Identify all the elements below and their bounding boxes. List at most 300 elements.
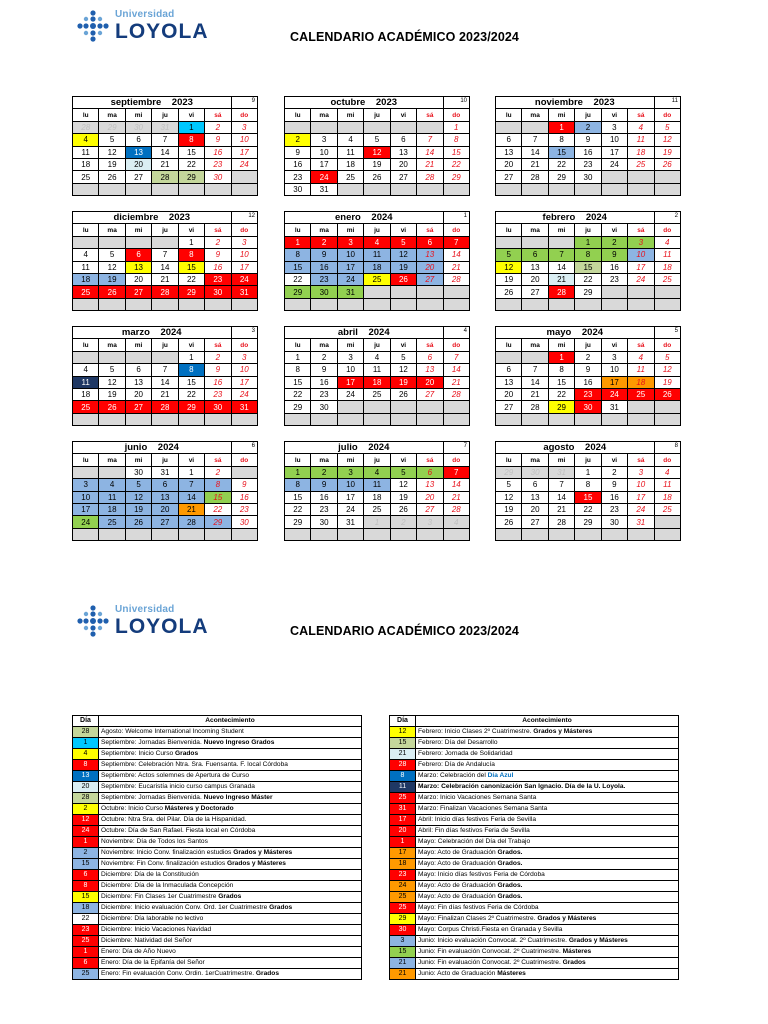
calendar-day: 16 <box>575 146 601 158</box>
calendar-day: 17 <box>231 146 257 158</box>
calendar-day: 3 <box>311 134 337 146</box>
weekday-label: vi <box>178 339 204 351</box>
calendar-day: 9 <box>601 249 627 261</box>
calendar-day: 5 <box>390 236 416 248</box>
calendar-day: 4 <box>337 134 363 146</box>
calendar-day: 24 <box>628 273 654 285</box>
weekday-label: sá <box>205 224 231 236</box>
calendar-day: 16 <box>311 491 337 503</box>
weekday-label: vi <box>601 224 627 236</box>
month-number: 8 <box>654 442 680 454</box>
calendar-day <box>178 528 204 540</box>
weekday-label: ju <box>575 454 601 466</box>
calendar-day: 22 <box>443 158 469 170</box>
calendar-day <box>73 351 99 363</box>
calendar-day <box>99 528 125 540</box>
calendar-day: 9 <box>311 249 337 261</box>
calendar-day: 20 <box>496 388 522 400</box>
calendar-day: 17 <box>337 491 363 503</box>
calendar-day: 8 <box>575 249 601 261</box>
weekday-label: lu <box>285 339 311 351</box>
calendar-day <box>443 298 469 310</box>
calendar-day: 26 <box>99 171 125 183</box>
weekday-label: vi <box>390 454 416 466</box>
event-description: Diciembre: Fin Clases 1er Cuatrimestre Grados <box>99 892 362 903</box>
calendar-day: 1 <box>548 121 574 133</box>
calendar-day: 14 <box>522 146 548 158</box>
calendar-day: 26 <box>496 286 522 298</box>
calendar-day: 20 <box>522 273 548 285</box>
month-number: 6 <box>231 442 257 454</box>
calendar-day: 23 <box>205 158 231 170</box>
calendar-day: 3 <box>337 466 363 478</box>
calendar-day: 5 <box>496 479 522 491</box>
calendar-day: 25 <box>628 158 654 170</box>
calendar-day: 19 <box>390 491 416 503</box>
calendar-day: 28 <box>443 273 469 285</box>
event-row <box>73 727 362 738</box>
event-description: Marzo: Celebración canonización San Ignacio. Día de la U. Loyola. <box>416 782 679 793</box>
month-marzo <box>72 326 258 426</box>
event-day: 28 <box>81 794 90 801</box>
event-day: 20 <box>81 783 90 790</box>
calendar-day: 9 <box>575 134 601 146</box>
calendar-day: 10 <box>231 249 257 261</box>
calendar-day: 24 <box>231 158 257 170</box>
weekday-label: vi <box>601 454 627 466</box>
weekday-label: sá <box>417 109 443 121</box>
calendar-day: 30 <box>205 401 231 413</box>
calendar-day: 13 <box>496 376 522 388</box>
event-description: Diciembre: Día de la Inmaculada Concepción <box>99 881 362 892</box>
event-description: Diciembre: Natividad del Señor <box>99 936 362 947</box>
calendar-day <box>548 528 574 540</box>
calendar-day: 3 <box>73 479 99 491</box>
calendar-day <box>364 413 390 425</box>
event-day: 18 <box>398 860 407 867</box>
calendar-day: 18 <box>364 491 390 503</box>
calendar-day <box>601 413 627 425</box>
calendar-day: 11 <box>364 249 390 261</box>
calendar-day: 12 <box>390 249 416 261</box>
event-row <box>73 760 362 771</box>
calendar-day: 28 <box>548 516 574 528</box>
calendar-day: 2 <box>205 121 231 133</box>
calendar-day: 19 <box>654 146 680 158</box>
calendar-day: 12 <box>496 261 522 273</box>
calendar-day <box>417 183 443 195</box>
page-title: CALENDARIO ACADÉMICO 2023/2024 <box>290 30 519 44</box>
calendar-day: 14 <box>548 491 574 503</box>
calendar-day <box>337 401 363 413</box>
weekday-label: sá <box>628 339 654 351</box>
event-day: 11 <box>398 783 407 790</box>
weekday-label: ju <box>364 454 390 466</box>
calendar-day <box>73 466 99 478</box>
calendar-day: 20 <box>125 388 151 400</box>
loyola-cross-icon <box>75 603 111 639</box>
event-row <box>390 870 679 881</box>
calendar-day <box>364 286 390 298</box>
calendar-day: 13 <box>125 146 151 158</box>
event-day: 31 <box>398 805 407 812</box>
calendar-day: 10 <box>311 146 337 158</box>
event-row <box>73 848 362 859</box>
calendar-day: 25 <box>654 273 680 285</box>
event-day: 30 <box>398 926 407 933</box>
calendar-day: 4 <box>73 134 99 146</box>
event-description: Mayo: Acto de Graduación Grados. <box>416 848 679 859</box>
event-description: Noviembre: Inicio Conv. finalización estudios Grados y Másteres <box>99 848 362 859</box>
calendar-day: 2 <box>601 236 627 248</box>
calendar-day: 20 <box>390 158 416 170</box>
weekday-label: sá <box>628 224 654 236</box>
calendar-day: 28 <box>522 401 548 413</box>
calendar-day <box>152 351 178 363</box>
calendar-day <box>99 183 125 195</box>
calendar-day <box>285 121 311 133</box>
event-row <box>390 749 679 760</box>
event-row <box>73 958 362 969</box>
column-header-event: Acontecimiento <box>99 716 362 727</box>
event-day: 12 <box>81 816 90 823</box>
event-description: Diciembre: Inicio Vacaciones Navidad <box>99 925 362 936</box>
calendar-day <box>152 413 178 425</box>
weekday-label: ma <box>99 339 125 351</box>
calendar-day <box>73 236 99 248</box>
calendar-day: 12 <box>99 261 125 273</box>
weekday-label: lu <box>496 109 522 121</box>
calendar-day <box>522 183 548 195</box>
calendar-day: 2 <box>575 121 601 133</box>
calendar-day: 11 <box>99 491 125 503</box>
calendar-day <box>654 298 680 310</box>
calendar-day: 15 <box>443 146 469 158</box>
calendar-day <box>205 298 231 310</box>
calendar-day <box>99 298 125 310</box>
calendar-day: 16 <box>205 376 231 388</box>
calendar-day: 14 <box>443 249 469 261</box>
weekday-label: ju <box>364 109 390 121</box>
calendar-day: 19 <box>99 158 125 170</box>
calendar-day: 5 <box>99 134 125 146</box>
event-day: 15 <box>398 948 407 955</box>
month-title: noviembre 2023 <box>496 97 655 109</box>
calendar-day <box>99 413 125 425</box>
calendar-day <box>364 121 390 133</box>
calendar-day: 12 <box>99 376 125 388</box>
weekday-label: mi <box>125 454 151 466</box>
calendar-day: 26 <box>654 158 680 170</box>
calendar-day: 6 <box>390 134 416 146</box>
calendar-day <box>390 528 416 540</box>
calendar-day: 4 <box>364 466 390 478</box>
calendar-day: 24 <box>337 273 363 285</box>
calendar-day: 29 <box>178 286 204 298</box>
calendar-day: 9 <box>285 146 311 158</box>
calendar-day <box>73 183 99 195</box>
calendar-day: 6 <box>125 249 151 261</box>
calendar-day <box>654 528 680 540</box>
calendar-day: 31 <box>337 286 363 298</box>
calendar-day: 15 <box>285 261 311 273</box>
weekday-label: ma <box>311 454 337 466</box>
weekday-label: lu <box>73 224 99 236</box>
calendar-day: 4 <box>99 479 125 491</box>
calendar-day: 12 <box>654 134 680 146</box>
events-table-left <box>72 715 362 980</box>
calendar-day <box>152 298 178 310</box>
calendar-day: 14 <box>548 261 574 273</box>
calendar-day: 10 <box>73 491 99 503</box>
calendar-day <box>628 401 654 413</box>
calendar-day: 20 <box>522 503 548 515</box>
calendar-day: 30 <box>125 121 151 133</box>
calendar-day: 27 <box>417 503 443 515</box>
calendar-day <box>628 183 654 195</box>
event-row <box>390 958 679 969</box>
calendar-day <box>496 413 522 425</box>
calendar-day: 27 <box>152 516 178 528</box>
event-description: Diciembre: Día laborable no lectivo <box>99 914 362 925</box>
calendar-day: 29 <box>178 401 204 413</box>
weekday-label: ma <box>522 339 548 351</box>
calendar-day: 21 <box>548 273 574 285</box>
month-title: octubre 2023 <box>285 97 444 109</box>
event-row <box>390 815 679 826</box>
calendar-day: 13 <box>496 146 522 158</box>
event-day: 2 <box>83 805 88 812</box>
calendar-day: 19 <box>390 261 416 273</box>
calendar-day: 29 <box>205 516 231 528</box>
event-description: Mayo: Fin días festivos Feria de Córdoba <box>416 903 679 914</box>
weekday-label: do <box>231 454 257 466</box>
event-day: 15 <box>81 860 90 867</box>
calendar-day: 18 <box>628 146 654 158</box>
calendar-day: 28 <box>548 286 574 298</box>
weekday-label: do <box>231 224 257 236</box>
calendar-day <box>654 413 680 425</box>
calendar-day <box>417 413 443 425</box>
event-description: Septiembre: Inicio Curso Grados <box>99 749 362 760</box>
calendar-day: 24 <box>601 388 627 400</box>
calendar-day: 25 <box>99 516 125 528</box>
calendar-day <box>285 298 311 310</box>
calendar-day <box>231 183 257 195</box>
calendar-day <box>443 286 469 298</box>
weekday-label: vi <box>601 339 627 351</box>
calendar-day: 2 <box>205 466 231 478</box>
calendar-day: 29 <box>443 171 469 183</box>
calendar-day: 4 <box>628 121 654 133</box>
calendar-day: 27 <box>125 401 151 413</box>
calendar-day: 1 <box>285 236 311 248</box>
calendar-day: 24 <box>628 503 654 515</box>
event-row <box>73 903 362 914</box>
weekday-label: vi <box>390 224 416 236</box>
calendar-day: 19 <box>364 158 390 170</box>
event-day: 15 <box>81 893 90 900</box>
calendar-day <box>628 286 654 298</box>
calendar-day: 21 <box>443 491 469 503</box>
month-number: 10 <box>443 97 469 109</box>
calendar-day <box>231 413 257 425</box>
calendar-day: 27 <box>125 286 151 298</box>
calendar-day <box>73 528 99 540</box>
calendar-day: 23 <box>285 171 311 183</box>
month-octubre <box>284 96 470 196</box>
calendar-day: 23 <box>205 388 231 400</box>
month-abril <box>284 326 470 426</box>
calendar-day: 14 <box>152 376 178 388</box>
calendar-day <box>125 351 151 363</box>
month-title: mayo 2024 <box>496 327 655 339</box>
calendar-day: 15 <box>178 376 204 388</box>
calendar-day: 29 <box>285 516 311 528</box>
calendar-day: 14 <box>178 491 204 503</box>
calendar-day: 23 <box>311 388 337 400</box>
event-day: 29 <box>398 915 407 922</box>
calendar-day: 4 <box>73 364 99 376</box>
calendar-day: 14 <box>443 364 469 376</box>
calendar-day: 7 <box>417 134 443 146</box>
calendar-day: 8 <box>178 249 204 261</box>
calendar-day: 27 <box>496 171 522 183</box>
calendar-day <box>548 298 574 310</box>
event-row <box>390 760 679 771</box>
event-row <box>390 837 679 848</box>
weekday-label: mi <box>548 454 574 466</box>
calendar-day: 28 <box>443 388 469 400</box>
calendar-day: 16 <box>285 158 311 170</box>
calendar-day <box>205 528 231 540</box>
month-diciembre <box>72 211 258 311</box>
calendar-day: 15 <box>205 491 231 503</box>
calendar-day: 13 <box>417 479 443 491</box>
calendar-day: 13 <box>417 364 443 376</box>
calendar-day: 24 <box>231 388 257 400</box>
calendar-day: 7 <box>443 351 469 363</box>
calendar-day: 22 <box>178 158 204 170</box>
calendar-day: 11 <box>654 249 680 261</box>
calendar-day: 2 <box>575 351 601 363</box>
logo-small-text: Universidad <box>115 9 175 20</box>
calendar-day: 20 <box>125 158 151 170</box>
calendar-day <box>496 298 522 310</box>
calendar-day: 22 <box>178 273 204 285</box>
calendar-day: 8 <box>575 479 601 491</box>
month-number: 1 <box>443 212 469 224</box>
calendar-day <box>152 183 178 195</box>
weekday-label: ma <box>522 109 548 121</box>
calendar-day <box>522 298 548 310</box>
calendar-day: 9 <box>311 364 337 376</box>
calendar-day: 31 <box>337 516 363 528</box>
calendar-day: 20 <box>417 261 443 273</box>
calendar-day <box>390 298 416 310</box>
month-number: 9 <box>231 97 257 109</box>
calendar-day: 5 <box>125 479 151 491</box>
event-description: Mayo: Finalizan Clases 2º Cuatrimestre. Grados y Másteres <box>416 914 679 925</box>
event-day: 21 <box>398 959 407 966</box>
calendar-day <box>178 183 204 195</box>
calendar-day: 11 <box>628 134 654 146</box>
weekday-label: do <box>231 339 257 351</box>
calendar-day: 7 <box>152 249 178 261</box>
event-row <box>390 914 679 925</box>
calendar-day: 6 <box>496 134 522 146</box>
calendar-day: 29 <box>548 401 574 413</box>
event-day: 12 <box>398 728 407 735</box>
event-day: 23 <box>398 871 407 878</box>
month-febrero <box>495 211 681 311</box>
calendar-day: 31 <box>152 466 178 478</box>
weekday-label: do <box>443 454 469 466</box>
event-day: 24 <box>398 882 407 889</box>
calendar-day: 23 <box>575 158 601 170</box>
calendar-day <box>522 528 548 540</box>
calendar-day: 14 <box>443 479 469 491</box>
calendar-day: 18 <box>628 376 654 388</box>
logo-big-text: LOYOLA <box>115 20 209 43</box>
calendar-day <box>99 236 125 248</box>
calendar-day: 6 <box>522 249 548 261</box>
calendar-day: 25 <box>628 388 654 400</box>
calendar-day: 18 <box>73 158 99 170</box>
calendar-day: 22 <box>548 388 574 400</box>
calendar-day: 7 <box>152 134 178 146</box>
calendar-day: 26 <box>364 171 390 183</box>
month-number: 11 <box>654 97 680 109</box>
calendar-day: 7 <box>548 479 574 491</box>
calendar-day: 17 <box>601 376 627 388</box>
university-logo <box>75 8 209 44</box>
weekday-label: do <box>231 109 257 121</box>
event-row <box>390 969 679 980</box>
month-title: diciembre 2023 <box>73 212 232 224</box>
calendar-day: 18 <box>337 158 363 170</box>
calendar-day: 1 <box>364 516 390 528</box>
calendar-day: 10 <box>231 364 257 376</box>
calendar-day <box>205 183 231 195</box>
event-row <box>390 782 679 793</box>
calendar-day: 12 <box>364 146 390 158</box>
calendar-day: 2 <box>285 134 311 146</box>
calendar-day: 11 <box>364 479 390 491</box>
calendar-day <box>231 171 257 183</box>
calendar-day: 12 <box>390 364 416 376</box>
calendar-day: 13 <box>152 491 178 503</box>
calendar-day: 8 <box>443 134 469 146</box>
weekday-label: ju <box>152 109 178 121</box>
event-description: Mayo: Corpus Christi.Fiesta en Granada y Sevilla <box>416 925 679 936</box>
calendar-day <box>125 236 151 248</box>
weekday-label: mi <box>548 224 574 236</box>
calendar-day: 6 <box>417 351 443 363</box>
calendar-day: 22 <box>575 503 601 515</box>
event-description: Mayo: Acto de Graduación Grados. <box>416 892 679 903</box>
weekday-label: ma <box>99 224 125 236</box>
calendar-day: 18 <box>364 376 390 388</box>
event-day: 1 <box>83 739 88 746</box>
calendar-day <box>125 298 151 310</box>
calendar-day: 11 <box>654 479 680 491</box>
calendar-day: 21 <box>152 158 178 170</box>
calendar-day: 27 <box>522 286 548 298</box>
event-row <box>390 925 679 936</box>
event-row <box>390 727 679 738</box>
calendar-day <box>311 121 337 133</box>
